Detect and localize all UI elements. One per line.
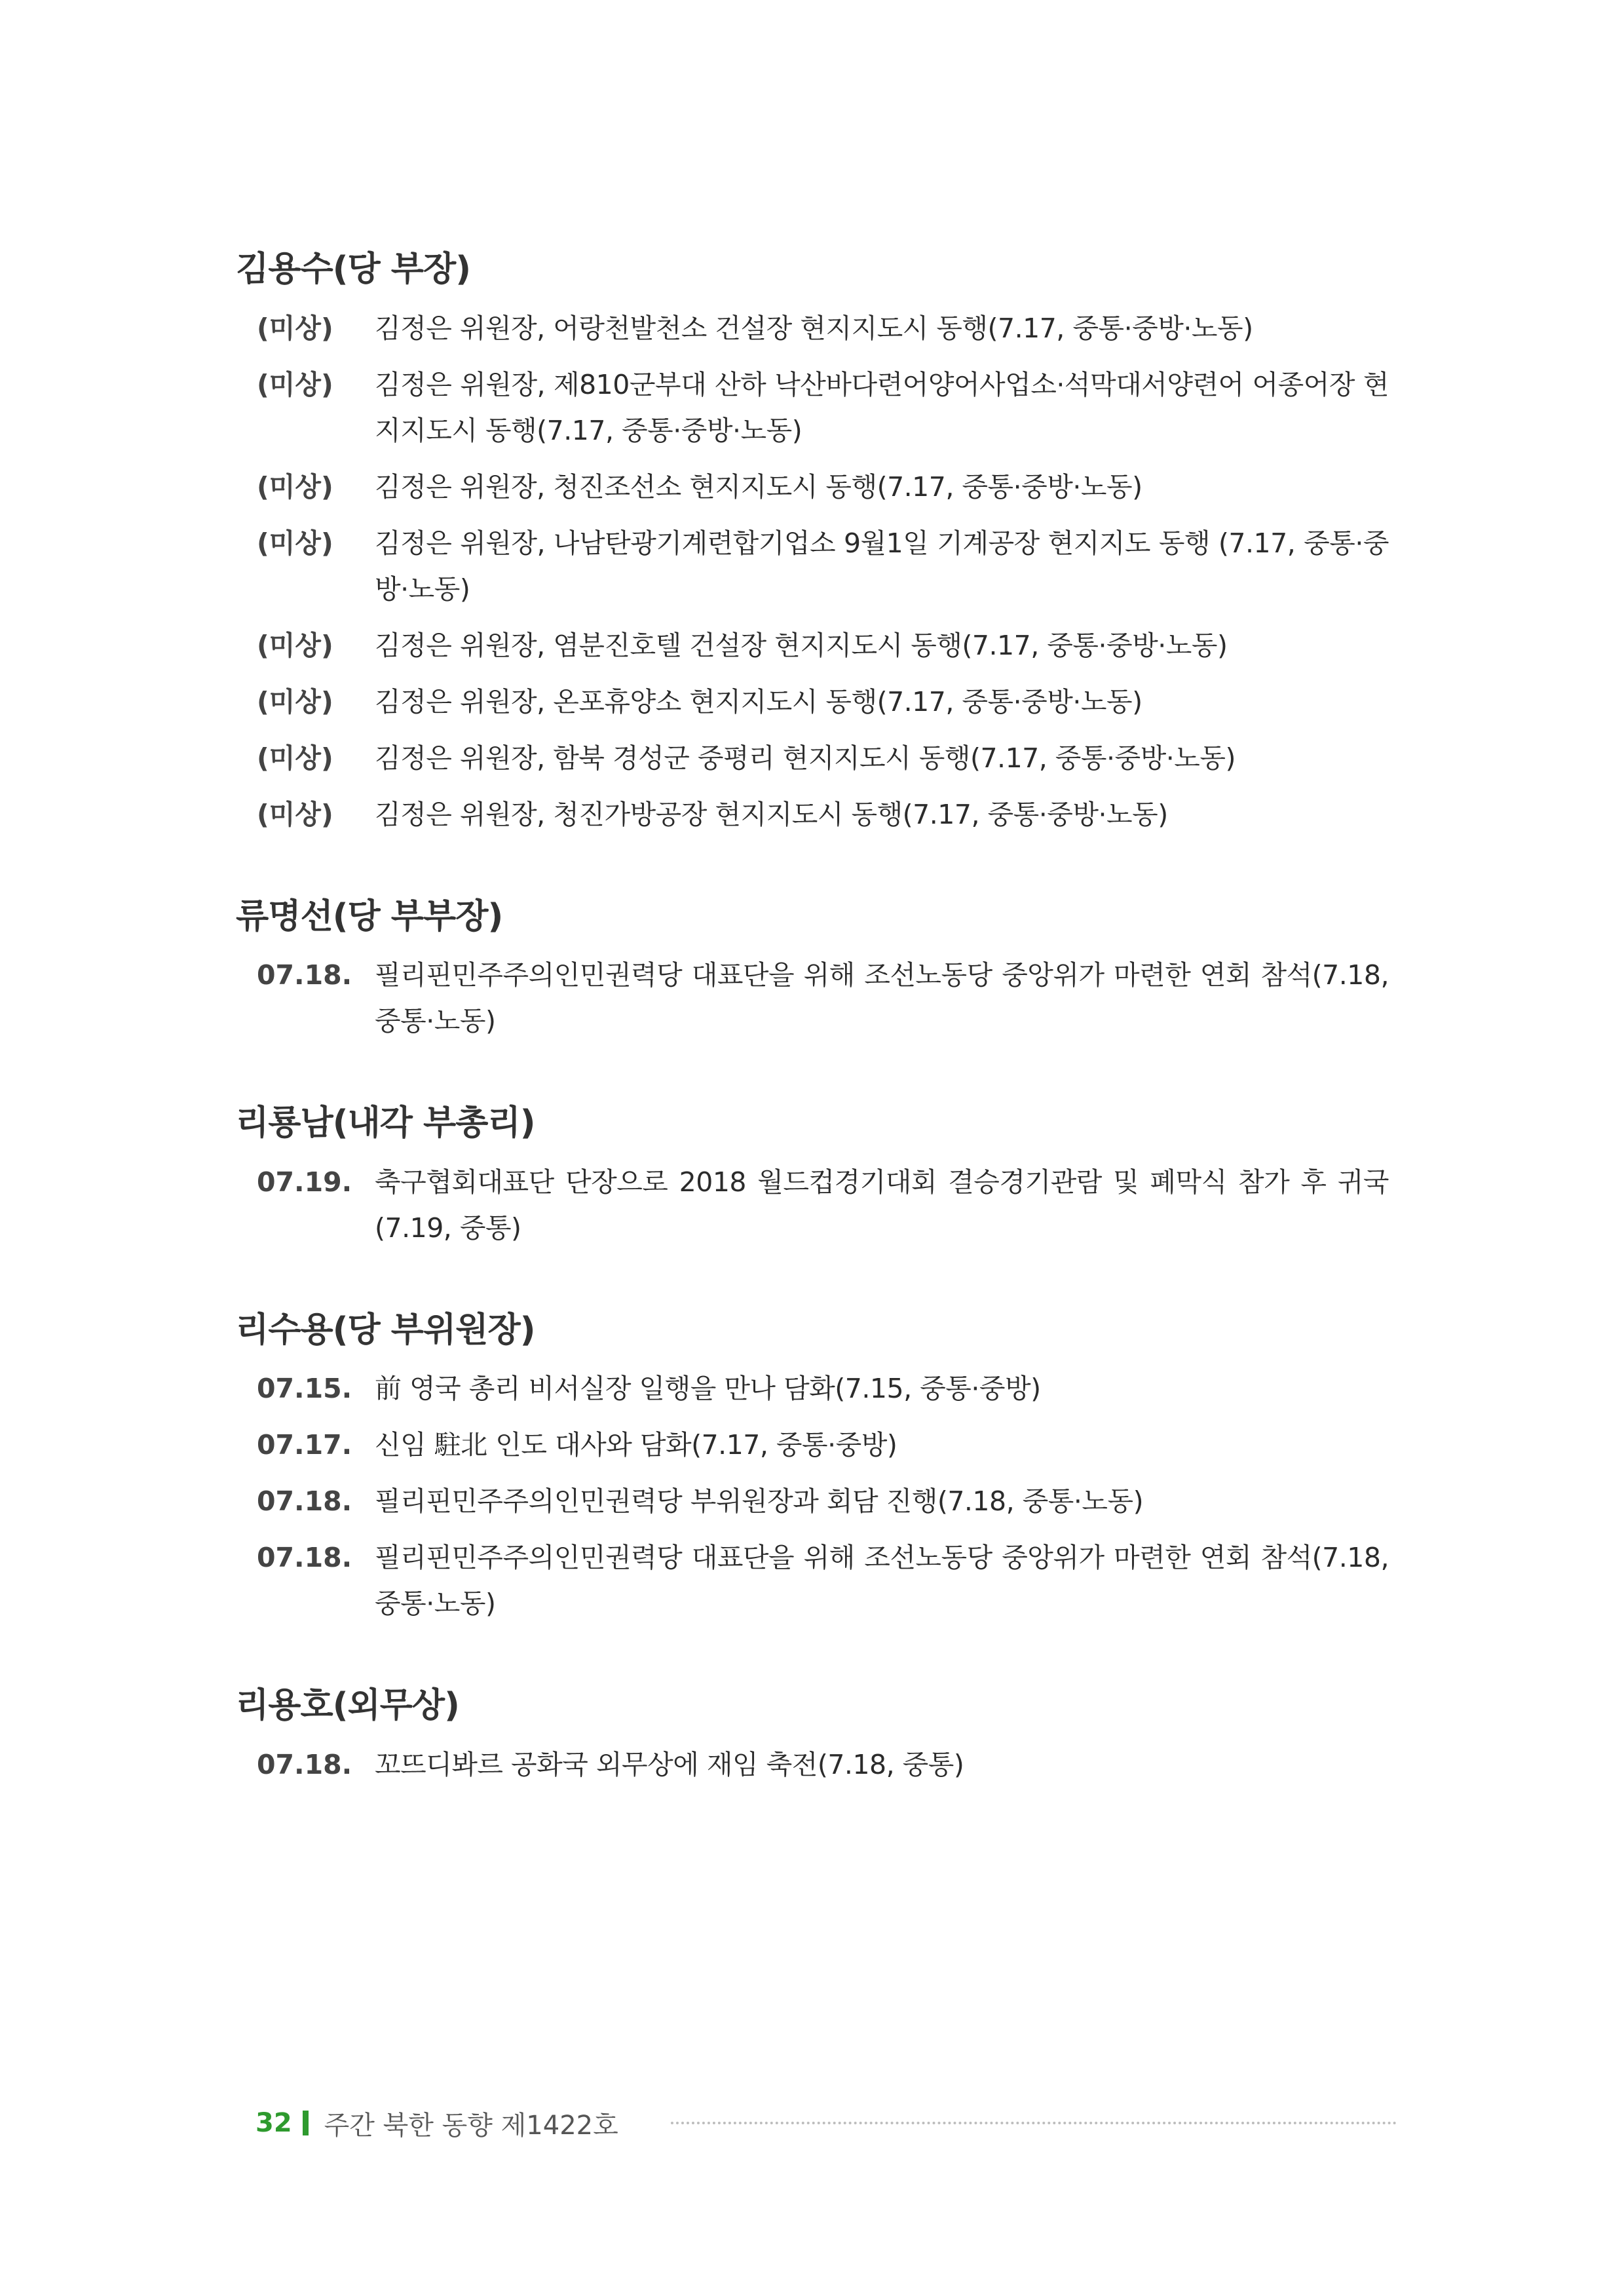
entry-text: 꼬뜨디봐르 공화국 외무상에 재임 축전(7.18, 중통) [375, 1748, 964, 1780]
activity-entry [236, 735, 1389, 781]
entry-text: 前 영국 총리 비서실장 일행을 만나 담화(7.15, 중통·중방) [375, 1373, 1041, 1405]
entry-date: (미상) [257, 798, 333, 830]
entry-text: 신임 駐北 인도 대사와 담화(7.17, 중통·중방) [375, 1429, 897, 1461]
footer-dotted-rule [671, 2122, 1397, 2124]
person-section [236, 895, 1389, 1044]
activity-entry [236, 1159, 1389, 1251]
entry-text: 필리핀민주주의인민권력당 부위원장과 회담 진행(7.18, 중통·노동) [375, 1485, 1144, 1518]
entry-text: 김정은 위원장, 청진가방공장 현지지도시 동행(7.17, 중통·중방·노동) [375, 798, 1168, 830]
page-number-divider [303, 2111, 309, 2135]
entry-date: 07.15. [257, 1373, 352, 1405]
activity-entry [236, 305, 1389, 351]
entry-date: 07.18. [257, 1542, 352, 1574]
section-title: 리용호(외무상) [236, 1686, 459, 1726]
person-section [236, 1309, 1389, 1627]
page-number: 32 [255, 2108, 292, 2138]
entry-date: 07.19. [257, 1166, 352, 1198]
entry-date: 07.18. [257, 1748, 352, 1780]
entry-text: 김정은 위원장, 함북 경성군 중평리 현지지도시 동행(7.17, 중통·중방·노동) [375, 742, 1236, 774]
activity-entry [236, 679, 1389, 725]
activity-entry [236, 622, 1389, 668]
publication-title: 주간 북한 동향 제1422호 [324, 2110, 618, 2141]
entry-date: (미상) [257, 368, 333, 400]
activity-entry [236, 1366, 1389, 1411]
page-footer [255, 2103, 1397, 2143]
activity-entry [236, 792, 1389, 837]
entry-text: 필리핀민주주의인민권력당 대표단을 위해 조선노동당 중앙위가 마련한 연회 참석(7.18, 중통·노동) [375, 959, 1389, 1037]
person-section [236, 1101, 1389, 1251]
section-title: 김용수(당 부장) [236, 250, 471, 289]
activity-entry [236, 362, 1389, 453]
section-title: 류명선(당 부부장) [236, 896, 503, 936]
entry-text: 김정은 위원장, 어랑천발천소 건설장 현지지도시 동행(7.17, 중통·중방·노동) [375, 312, 1253, 344]
entry-date: 07.17. [257, 1429, 352, 1461]
activity-entry [236, 464, 1389, 510]
entry-date: 07.18. [257, 1485, 352, 1518]
entry-date: (미상) [257, 470, 333, 503]
entry-date: (미상) [257, 742, 333, 774]
entry-text: 김정은 위원장, 제810군부대 산하 낙산바다련어양어사업소·석막대서양련어 어종어장 현지지도시 동행(7.17, 중통·중방·노동) [375, 368, 1389, 446]
entry-text: 김정은 위원장, 나남탄광기계련합기업소 9월1일 기계공장 현지지도 동행 (7.17, 중통·중방·노동) [375, 527, 1389, 605]
entry-date: (미상) [257, 527, 333, 559]
entry-text: 필리핀민주주의인민권력당 대표단을 위해 조선노동당 중앙위가 마련한 연회 참석(7.18, 중통·노동) [375, 1542, 1389, 1620]
activity-entry [236, 520, 1389, 612]
person-section [236, 248, 1389, 837]
document-body [236, 248, 1389, 1845]
entry-date: 07.18. [257, 959, 352, 991]
section-title: 리룡남(내각 부총리) [236, 1103, 535, 1143]
entry-date: (미상) [257, 312, 333, 344]
activity-entry [236, 1742, 1389, 1788]
entry-text: 김정은 위원장, 염분진호텔 건설장 현지지도시 동행(7.17, 중통·중방·노동) [375, 629, 1228, 661]
entry-text: 축구협회대표단 단장으로 2018 월드컵경기대회 결승경기관람 및 폐막식 참가 후 귀국(7.19, 중통) [375, 1166, 1389, 1244]
entry-text: 김정은 위원장, 온포휴양소 현지지도시 동행(7.17, 중통·중방·노동) [375, 685, 1142, 718]
activity-entry [236, 952, 1389, 1044]
entry-date: (미상) [257, 629, 333, 661]
section-title: 리수용(당 부위원장) [236, 1310, 535, 1350]
activity-entry [236, 1422, 1389, 1468]
entry-date: (미상) [257, 685, 333, 718]
person-section [236, 1684, 1389, 1788]
activity-entry [236, 1478, 1389, 1524]
entry-text: 김정은 위원장, 청진조선소 현지지도시 동행(7.17, 중통·중방·노동) [375, 470, 1142, 503]
activity-entry [236, 1535, 1389, 1626]
